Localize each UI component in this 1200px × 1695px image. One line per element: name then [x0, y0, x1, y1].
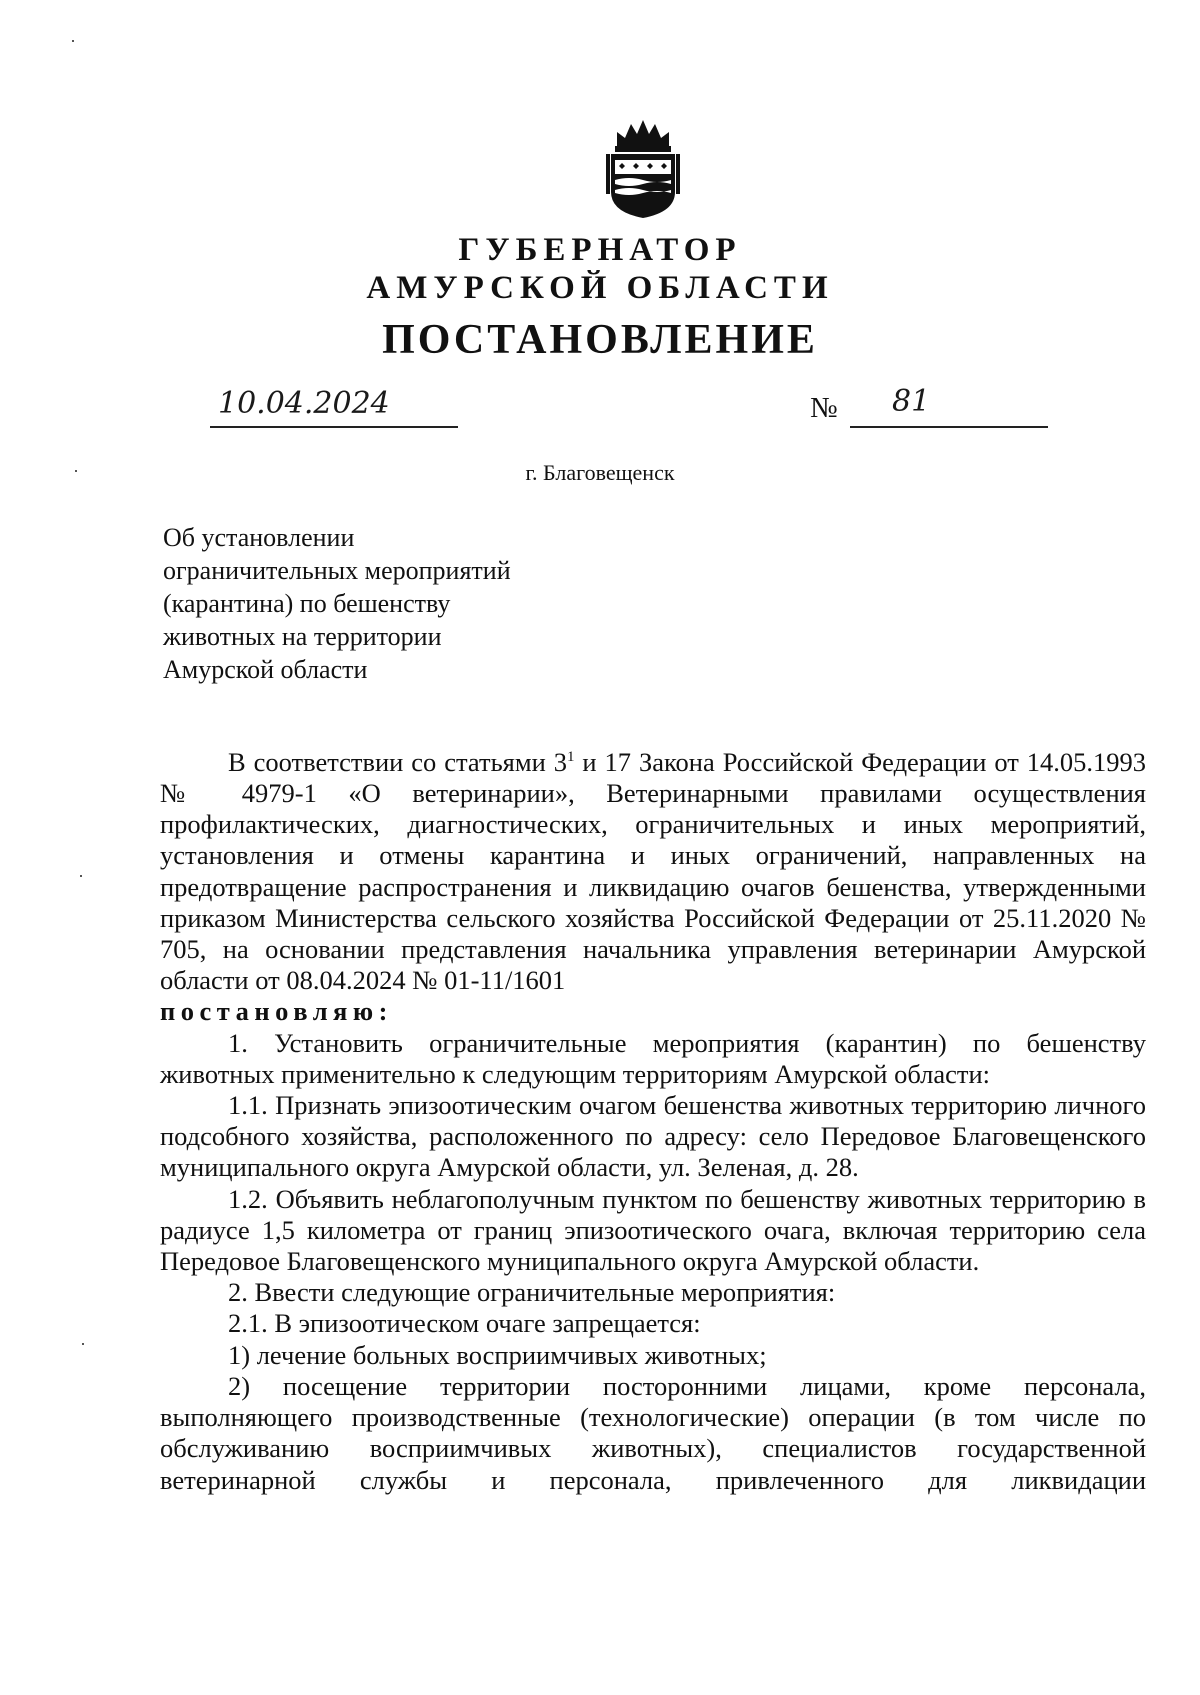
- preamble-start: В соответствии со статьями 3: [228, 746, 567, 777]
- body-paragraph: 1) лечение больных восприимчивых животных;: [228, 1339, 767, 1370]
- header-title-governor: ГУБЕРНАТОР: [458, 232, 742, 268]
- preamble-superscript: 1: [566, 749, 575, 765]
- document-body: [160, 742, 1146, 1496]
- document-date: 10.04.2024: [218, 386, 390, 421]
- subject-line: (карантина) по бешенству: [163, 589, 451, 618]
- document-date-line: [210, 386, 458, 428]
- document-number-line: [850, 384, 1048, 428]
- body-paragraph: 1. Установить ограничительные мероприятия (карантин) по бешенству животных применительно к следующим территориям Амурской области:: [160, 1027, 1146, 1089]
- subject-line: Об установлении: [163, 523, 355, 552]
- document-number: 81: [892, 384, 931, 419]
- body-paragraph: 2. Ввести следующие ограничительные мероприятия:: [228, 1277, 836, 1308]
- subject-line: животных на территории: [163, 622, 442, 651]
- body-paragraph: 1.1. Признать эпизоотическим очагом бешенства животных территорию личного подсобного хозяйства, расположенного по адресу: село Передовое Благовещенского муниципального округа Амурской области, ул. Зеленая, д. 28.: [160, 1090, 1146, 1183]
- scan-speck: [80, 875, 82, 877]
- body-paragraph: 2.1. В эпизоотическом очаге запрещается:: [228, 1308, 701, 1339]
- document-number-label: №: [810, 392, 838, 424]
- body-paragraph: 1.2. Объявить неблагополучным пунктом по бешенству животных территорию в радиусе 1,5 километра от границ эпизоотического очага, включая территорию села Передовое Благовещенского муниципального округа Амурской области.: [160, 1183, 1146, 1277]
- resolution-keyword: постановляю:: [160, 996, 393, 1027]
- scan-speck: [72, 40, 74, 42]
- coat-of-arms-icon: [603, 118, 683, 220]
- scan-speck: [82, 1343, 84, 1345]
- preamble-rest: и 17 Закона Российской Федерации от 14.05.1993 № 4979-1 «О ветеринарии», Ветеринарными правилами осуществления профилактических, диагностических, ограничительных и иных мероприятий, установления и отмены карантина и иных ограничений, направленных на предотвращение распространения и ликвидацию очагов бешенства, утвержденными приказом Министерства сельского хозяйства Российской Федерации от 25.11.2020 № 705, на основании представления начальника управления ветеринарии Амурской области от 08.04.2024 № 01-11/1601: [160, 746, 1146, 996]
- document-type-title: ПОСТАНОВЛЕНИЕ: [382, 317, 818, 363]
- preamble-paragraph: [160, 742, 1146, 996]
- document-subject: [163, 521, 583, 686]
- body-paragraph: 2) посещение территории посторонними лицами, кроме персонала, выполняющего производственные (технологические) операции (в том числе по обслуживанию восприимчивых животных), специалистов государственной ветеринарной службы и персонала, привлеченного для ликвидации: [160, 1370, 1146, 1495]
- header-title-region: АМУРСКОЙ ОБЛАСТИ: [366, 270, 834, 306]
- subject-line: ограничительных мероприятий: [163, 556, 511, 585]
- document-city: г. Благовещенск: [525, 460, 675, 485]
- subject-line: Амурской области: [163, 655, 368, 684]
- scan-speck: [75, 470, 77, 472]
